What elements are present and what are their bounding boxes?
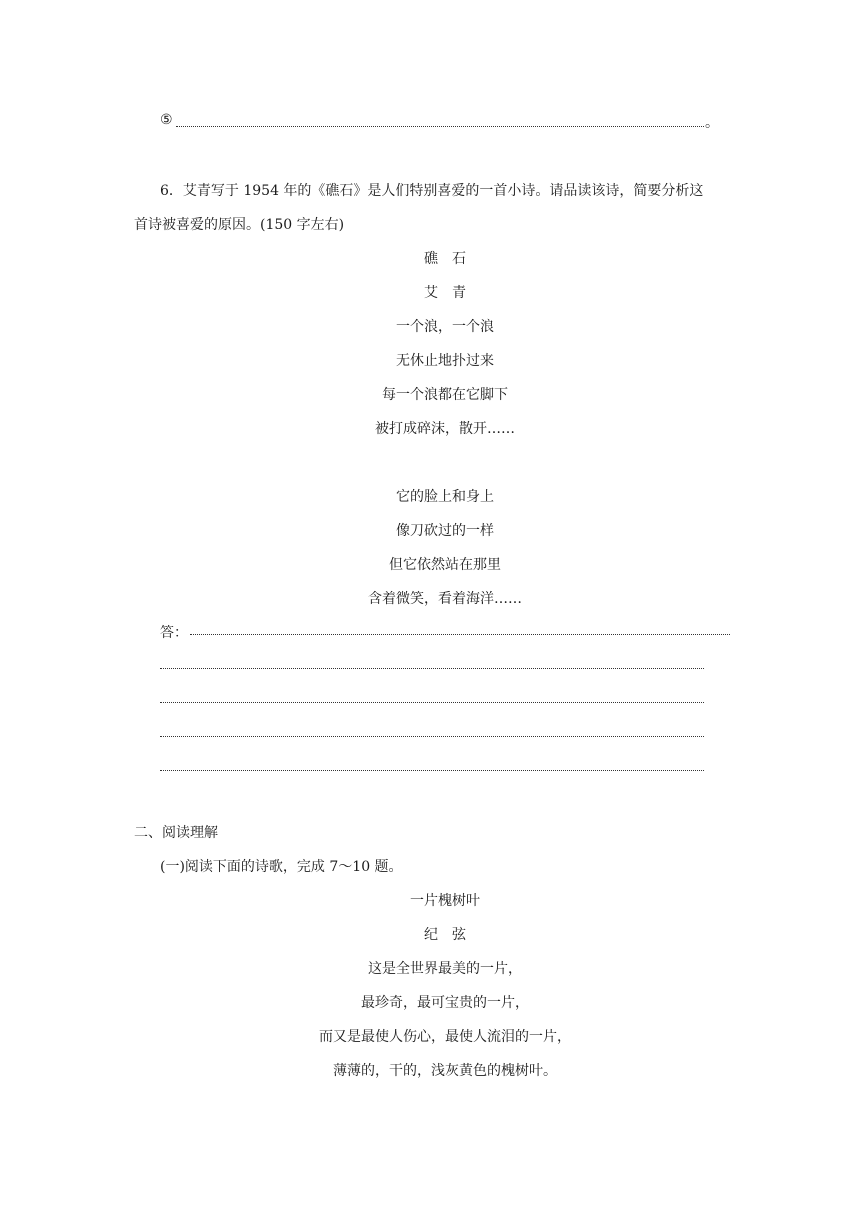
answer-line[interactable] — [190, 634, 730, 635]
poem-title: 一片槐树叶 — [410, 893, 480, 909]
poem-title: 礁 石 — [424, 251, 466, 267]
answer-line[interactable] — [160, 702, 704, 703]
poem-line: 像刀砍过的一样 — [396, 523, 494, 539]
poem-author: 纪 弦 — [424, 927, 466, 943]
poem-line: 这是全世界最美的一片， — [368, 961, 522, 977]
item-marker-5: ⑤ — [160, 112, 173, 128]
answer-line[interactable] — [160, 770, 704, 771]
section-heading: 二、阅读理解 — [134, 825, 218, 841]
question-6-line1: 6．艾青写于 1954 年的《礁石》是人们特别喜爱的一首小诗。请品读该诗，简要分析这 — [160, 183, 704, 199]
poem-line: 它的脸上和身上 — [396, 489, 494, 505]
answer-blank-5[interactable] — [176, 126, 704, 127]
poem-line: 一个浪，一个浪 — [396, 319, 494, 335]
poem-line: 每一个浪都在它脚下 — [382, 387, 508, 403]
answer-line[interactable] — [160, 668, 704, 669]
poem-line: 含着微笑，看着海洋…… — [368, 591, 522, 607]
poem-line: 被打成碎沫，散开…… — [375, 421, 515, 437]
poem-line: 但它依然站在那里 — [389, 557, 501, 573]
poem-line: 最珍奇，最可宝贵的一片， — [361, 995, 529, 1011]
end-mark: 。 — [705, 115, 719, 131]
poem-line: 无休止地扑过来 — [396, 353, 494, 369]
answer-label: 答： — [160, 625, 188, 641]
poem-author: 艾 青 — [424, 285, 466, 301]
question-6-line2: 首诗被喜爱的原因。(150 字左右) — [134, 217, 345, 233]
answer-line[interactable] — [160, 736, 704, 737]
poem-line: 而又是最使人伤心，最使人流泪的一片， — [319, 1029, 571, 1045]
poem-line: 薄薄的，干的，浅灰黄色的槐树叶。 — [333, 1063, 557, 1079]
section-instruction: (一)阅读下面的诗歌，完成 7～10 题。 — [160, 859, 403, 875]
